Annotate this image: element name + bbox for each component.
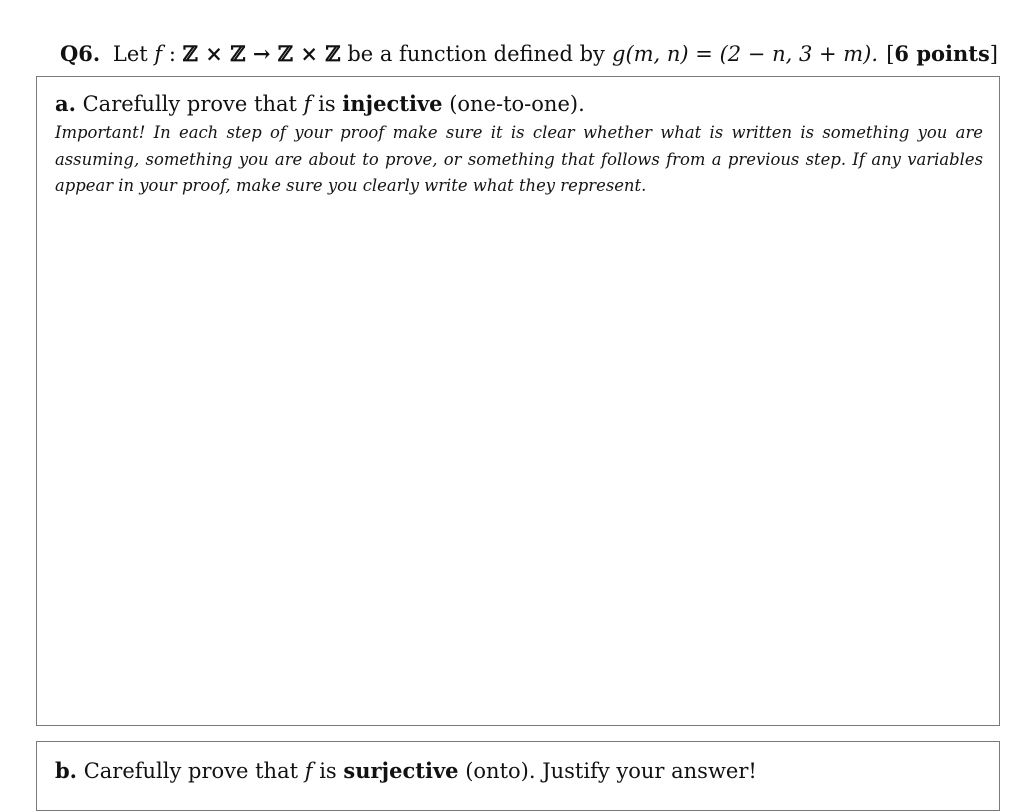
question-intro-prefix: Let — [112, 42, 148, 66]
part-b-function-name: f — [304, 759, 313, 783]
function-name: f — [154, 42, 163, 66]
function-formula: g(m, n) = (2 − n, 3 + m). — [612, 42, 879, 66]
question-number: Q6. — [60, 41, 101, 66]
part-b-text-is: is — [319, 759, 337, 783]
question-header — [60, 38, 1000, 70]
question-intro-suffix: be a function defined by — [347, 42, 605, 66]
part-a-instructions: Important! In each step of your proof make sure it is clear whether what is written is something you are assuming, something you are about to prove, or something that follows from a previous step. If any variables appear in your proof, make sure you clearly write what they represent. — [55, 123, 983, 195]
part-a-function-name: f — [303, 92, 312, 116]
points-label: 6 points — [894, 41, 990, 66]
points-value: [6 points] — [886, 41, 998, 66]
part-a-prompt — [55, 89, 585, 119]
part-a-keyword: injective — [342, 91, 443, 116]
part-a-answer-box[interactable] — [36, 76, 1000, 726]
function-domain-codomain: ℤ × ℤ → ℤ × ℤ — [182, 41, 341, 66]
part-b-text-before: Carefully prove that — [83, 759, 299, 783]
part-a-text-before: Carefully prove that — [82, 92, 297, 116]
part-a-text-is: is — [318, 92, 336, 116]
part-b-prompt — [55, 756, 757, 786]
part-a-label: a. — [55, 91, 76, 116]
part-b-answer-box[interactable] — [36, 741, 1000, 811]
signature-separator: : — [168, 42, 176, 66]
part-a-text-after: (one-to-one). — [449, 92, 585, 116]
part-b-text-after: (onto). Justify your answer! — [465, 759, 757, 783]
part-b-keyword: surjective — [343, 758, 459, 783]
part-b-label: b. — [55, 758, 77, 783]
